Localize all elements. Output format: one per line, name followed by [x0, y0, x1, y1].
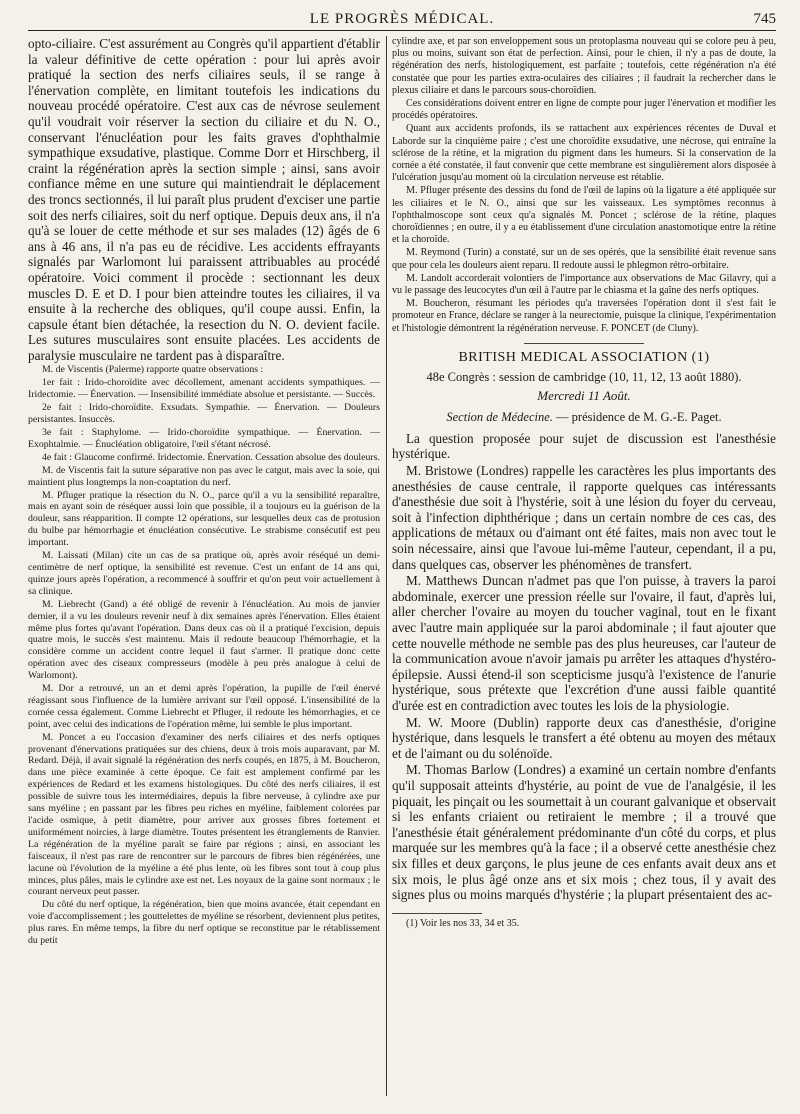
paragraph-text: M. Boucheron, résumant les périodes qu'a traversées l'opération dont il s'est fait le promoteur en France, déclare se ranger à la neurectomie, puisque la clinique, l'expérimentation et l'histologie démontrent la régénération nerveuse.: [392, 298, 776, 334]
paragraph: M. Pfluger pratique la résection du N. O., parce qu'il a vu la sensibilité reparaître, mais en ayant soin de réséquer aussi loin que possible, il a toujours eu la guérison de la douleur, sans réapparition. Il compte 12 opérations, sur lesquelles deux cas de protusion du bulbe par hémorrhagie et énucléation consécutive. Le strabisme consécutif est peu important.: [28, 489, 380, 549]
paragraph: M. Laissati (Milan) cite un cas de sa pratique où, après avoir réséqué un demi-centimètre de nerf optique, la sensibilité est revenue. C'est un enfant de 14 ans qui, quinze jours après l'opération, a recommencé à souffrir et qu'on peut voir actuellement à sa clinique.: [28, 550, 380, 597]
page-header: [28, 8, 776, 31]
paragraph: M. Reymond (Turin) a constaté, sur un de ses opérés, que la sensibilité était revenue sans que pour cela les douleurs aient reparu. Il redoute aussi le phlegmon rétro-orbitaire.: [392, 247, 776, 271]
paragraph: M. Liebrecht (Gand) a été obligé de revenir à l'énucléation. Au mois de janvier dernier, il a vu les douleurs revenir neuf à dix semaines après l'énervation. Elles étaient même plus fortes qu'avant l'opération. Dans deux cas où il a pratiqué l'excision, depuis quatre mois, le succès s'est maintenu. Mais il redoute beaucoup l'hémorrhagie, et la considère comme un accident contre lequel il faut s'armer. Il pratique donc cette opération avec des ciseaux compresseurs (modèle à peu près analogue à celui de Warlomont).: [28, 598, 380, 682]
section-name: Section de Médecine.: [446, 409, 553, 424]
paragraph: M. Landolt accorderait volontiers de l'importance aux observations de Mac Gilavry, qui a vu le passage des leucocytes d'un œil à l'autre par le chiasma et la gaîne des nerfs optiques.: [392, 272, 776, 297]
section-heading: BRITISH MEDICAL ASSOCIATION (1): [458, 349, 710, 365]
paragraph: M. Matthews Duncan n'admet pas que l'on puisse, à travers la paroi abdominale, exercer une pression réelle sur l'ovaire, il faut, d'après lui, aller chercher l'ovaire au moyen du toucher vaginal, tout en le fixant avec l'autre main appliquée sur la paroi abdominale ; il faut ajouter que cette nouvelle méthode ne semble pas des plus heureuses, car l'auteur de la communication avoue n'avoir jamais pu arrêter les attaques d'hystéro-épilepsie. Aussi étend-il son scepticisme jusqu'à l'existence de l'anurie hystérique, sous prétexte que l'excrétion d'une aussi faible quantité d'urée est en contradiction avec toutes les lois de la physiologie.: [392, 573, 776, 713]
paragraph: M. de Viscentis (Palerme) rapporte quatre observations :: [42, 364, 264, 376]
footnote-divider: [392, 913, 482, 914]
section-divider: [524, 343, 644, 344]
observation-item: 3e fait : Staphylome. — Irido-choroïdite sympathique. — Énervation. — Exophtalmie. — Énucléation obligatoire, l'œil s'étant nécrosé.: [28, 427, 380, 450]
paragraph: M. Bristowe (Londres) rappelle les caractères les plus importants des anesthésies de cause centrale, il rapporte quelques cas intéressants d'anesthésie due soit à l'hystérie, soit à une lésion du foyer du cerveau, soit à l'infection diphthérique ; dans un certain nombre de ces cas, des applications de métaux ou d'aimant ont été faites, mais non avec tout le soin nécessaire, ainsi que l'avoue lui-même l'auteur, cependant, il a pu, dans quelques cas, observer les phénomènes de transfert.: [392, 463, 776, 572]
running-title: LE PROGRÈS MÉDICAL.: [309, 11, 495, 27]
page-number: 745: [753, 11, 776, 27]
paragraph: Du côté du nerf optique, la régénération, bien que moins avancée, était cependant en voie d'accomplissement ; les gouttelettes de myéline se résorbent, deviennent plus petites, plus rares. En même temps, la fibre du nerf optique se reconstitue par le rétablissement du petit: [28, 899, 380, 947]
observation-item: 4e fait : Glaucome confirmé. Iridectomie. Énervation. Cessation absolue des douleurs.: [42, 451, 380, 463]
paragraph: M. W. Moore (Dublin) rapporte deux cas d'anesthésie, d'origine hystérique, dans lesquels le transfert a été obtenu au moyen des métaux et de l'aimant ou du solénoïde.: [392, 714, 776, 761]
section-subheading: [392, 410, 776, 425]
congress-line: 48e Congrès : session de cambridge (10, 11, 12, 13 août 1880).: [426, 369, 742, 384]
observation-item: 1er fait : Irido-choroïdite avec décollement, amenant accidents sympathiques. — Iridectomie. — Énervation. — Insensibilité immédiate absolue et persistante. — Succès.: [28, 377, 380, 401]
paragraph: M. Pfluger présente des dessins du fond de l'œil de lapins où la ligature a été appliquée sur les ciliaires et le N. O., ainsi que sur les vaisseaux. Les symptômes reconnus à l'ophthalmoscope sont ceux qu'a signalés M. Poncet ; sclérose de la rétine, plaques choroïdiennes ; en outre, il y a eu établissement d'une circulation anastomotique entre la rétine et la choroïde.: [392, 185, 776, 246]
section-president: — présidence de M. G.-E. Paget.: [556, 409, 722, 424]
paragraph: M. de Viscentis fait la suture séparative non pas avec le catgut, mais avec la soie, qui maintient plus longtemps la non-coaptation du nerf.: [28, 464, 380, 488]
paragraph: M. Poncet a eu l'occasion d'examiner des nerfs ciliaires et des nerfs optiques provenant d'énervations pratiquées sur des chiens, deux à trois mois auparavant, par M. Redard. Déjà, il avait signalé la régénération des nerfs coupés, en 1875, à M. Boucheron, dans une pièce examinée à cette époque. Ce fait est amplement confirmé par les expériences de Redard et les examens histologiques. Du côté des nerfs ciliaires, il est possible de suivre tous les intermédiaires, depuis la fibre nerveuse, à cylindre axe pur sans myéline ; en passant par les fibres peu riches en myéline, faiblement colorées par l'acide osmique, à petit diamètre, pour arriver aux grosses fibres fortement et uniformément noircies, à large diamètre. Toutes présentent les étranglements de Ranvier. La régénération de la myéline paraît se faire par régions ; ainsi, en associant les faisceaux, il n'est pas rare de rencontrer sur le parcours de fibres bien régénérées, une lacune où l'évolution de la myéline a été plus lente, où les fibres sont tout à coup plus minces, plus pâles, mais le cylindre axe est net. Les noyaux de la gaine sont normaux ; le courant nerveux peut passer.: [28, 731, 380, 898]
column-divider: [386, 36, 387, 1096]
paragraph: Quant aux accidents profonds, ils se rattachent aux expériences récentes de Duval et Laborde sur la cinquième paire ; c'est une choroïdite exsudative, une nécrose, qui entraîne la sclérose de la rétine, et la migration du pigment dans les humeurs. Si la conservation de la cornée a été constatée, il faut convenir que cette membrane est singulièrement alors disposée à l'ulcération jusqu'au moment où la circulation nerveuse est rétablie.: [392, 123, 776, 184]
left-column: [28, 36, 380, 1096]
footnote: (1) Voir les nos 33, 34 et 35.: [406, 917, 520, 929]
paragraph: opto-ciliaire. C'est assurément au Congrès qu'il appartient d'établir la valeur définitive de cette opération : pour lui après avoir pratiqué la section des nerfs ciliaires seuls, il se range à l'énervation complète, en limitant toutefois les indications du nouveau procédé opératoire. C'est aux cas de névrose seulement qu'il voudrait voir réserver la section du ciliaire et du N. O., conservant l'énucléation pour les faits graves d'ophthalmie sympathique exsudative, plastique. Comme Dorr et Hirschberg, il craint la régénération après la section simple ; ainsi, sans avoir confiance même en une suture qui maintiendrait le déplacement des troncs sectionnés, il lui paraît plus prudent d'exciser une partie soit des nerfs ciliaires, soit du nerf optique. Depuis deux ans, il n'a qu'à se louer de cette méthode et sur ses malades (12) âgés de 6 ans à 46 ans, il n'a pas eu de récidive. Les accidents effrayants signalés par Warlomont lui paraissent attribuables au procédé opératoire. Voici comment il procède : sectionnant les deux muscles D. E et D. I pour bien atteindre toutes les ciliaires, il va ensuite à la recherche des obliques, qu'il coupe aussi. Enfin, la capsule étant bien détachée, la resection du N. O. devient facile. Les sutures musculaires sont ensuite placées. Les accidents de paralysie musculaire ne tardent pas à disparaître.: [28, 36, 380, 363]
paragraph: M. Thomas Barlow (Londres) a examiné un certain nombre d'enfants qu'il supposait atteints d'hystérie, au point de vue de l'analgésie, il les piquait, les pinçait ou les soumettait à un courant galvanique et observait si les enfants criaient ou retiraient le membre ; il a trouvé que l'anesthésie était généralement prédominante d'un côté du corps, et plus marquée sur les membres qu'à la face ; il a observé cette anesthésie chez six filles et deux garçons, le plus jeune de ces enfants avait deux ans et six mois, le plus âgé onze ans et six mois ; chez tous, il y avait des signes plus ou moins marqués d'hystérie ; la plupart présentaient des ac-: [392, 762, 776, 903]
paragraph: M. Dor a retrouvé, un an et demi après l'opération, la pupille de l'œil énervé réagissant sous l'influence de la lumière arrivant sur l'œil opposé. L'insensibilité de la cornée cessa également. Comme Liebrecht et Pfluger, il redoute les hémorrhagies, et ce point, avec celui des indications de l'opération même, lui semble le plus important.: [28, 683, 380, 730]
paragraph: cylindre axe, et par son enveloppement sous un protoplasma nouveau qui se colore peu à peu, plus ou moins, suivant son état de perfection. Ainsi, pour le chien, il n'y a pas de doute, la régénération des nerfs, histologiquement, est parfaite ; toutefois, cette régénération n'a été constatée que pour les parties extra-oculaires des ciliaires ; il faudrait la rechercher dans le plexus ciliaire et dans le parcours sous-choroïdien.: [392, 36, 776, 96]
paragraph: Ces considérations doivent entrer en ligne de compte pour juger l'énervation et modifier les procédés opératoires.: [392, 98, 776, 122]
paragraph: [392, 298, 776, 335]
paragraph: La question proposée pour sujet de discussion est l'anesthésie hystérique.: [392, 430, 776, 462]
date-line: Mercredi 11 Août.: [537, 387, 631, 403]
observation-item: 2e fait : Irido-choroïdite. Exsudats. Sympathie. — Énervation. — Douleurs persistantes. Insuccès.: [28, 402, 380, 426]
author-signature: F. PONCET (de Cluny).: [600, 322, 699, 334]
right-column: [392, 36, 776, 1096]
